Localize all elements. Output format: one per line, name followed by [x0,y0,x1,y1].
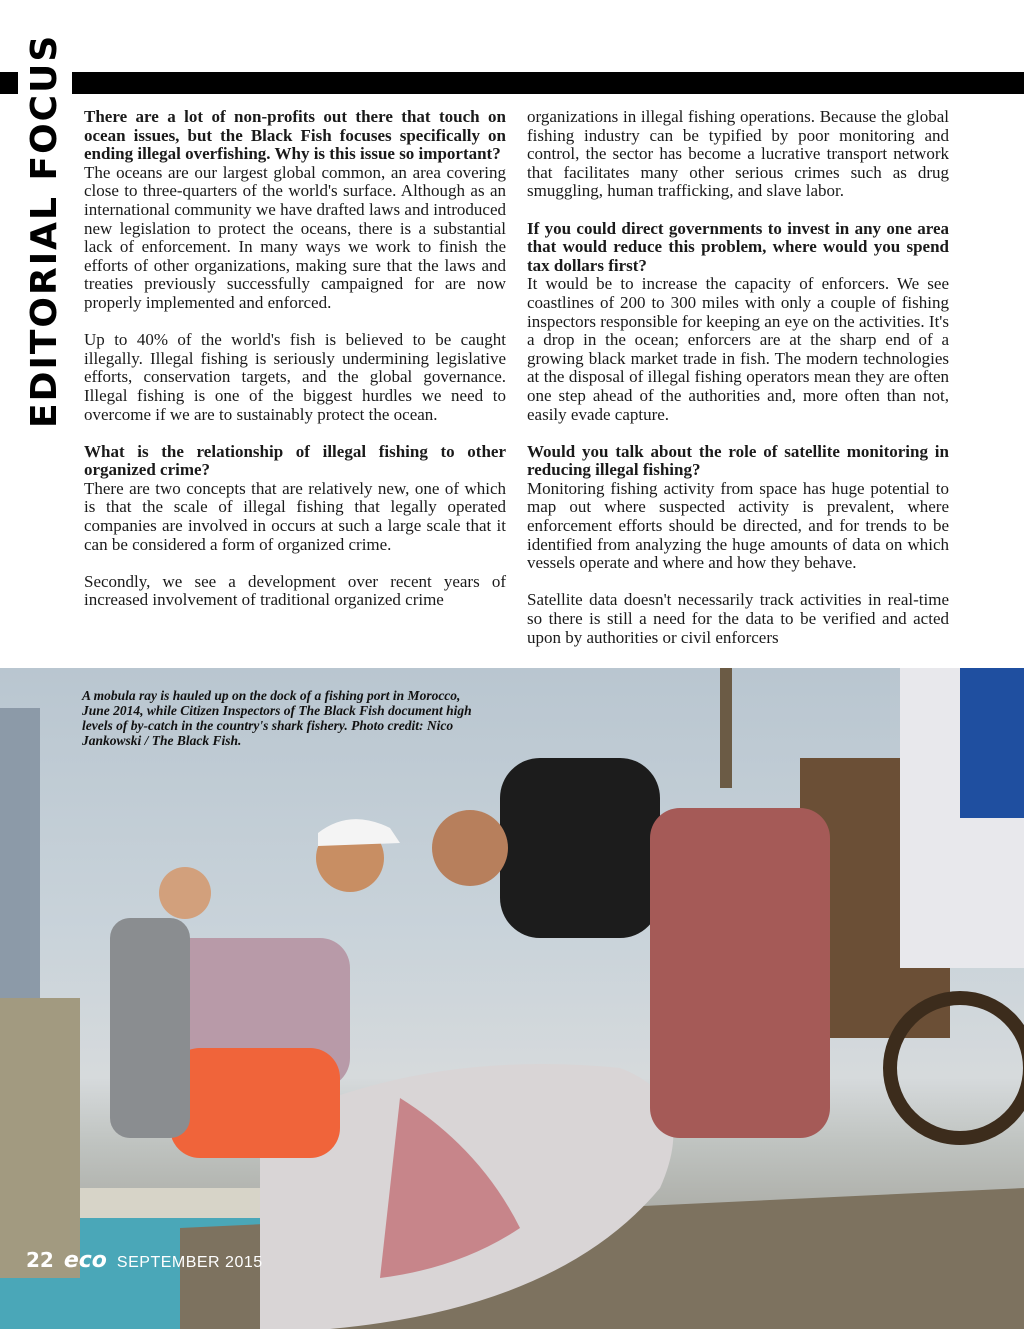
man-head [432,810,508,886]
answer: The oceans are our largest global common, an area covering close to three-quarters of the world's surface. Although as an international community we have drafted laws and introduced new legislation to protect the oceans, there is a substantial lack of enforcement. In many ways we work to finish the efforts of other organizations, making sure that the laws and treaties previously successfully campaigned for are now properly implemented and enforced. [84,162,506,312]
paragraph: Secondly, we see a development over recent years of increased involvement of traditional organized crime [84,571,506,610]
magazine-logo: eco [63,1248,107,1273]
question: There are a lot of non-profits out there that touch on ocean issues, but the Black Fish focuses specifically on ending illegal overfishing. Why is this issue so important? [84,107,506,164]
paragraph: Satellite data doesn't necessarily track activities in real-time so there is still a need for the data to be verified and acted upon by authorities or civil enforcers [527,590,949,647]
red-shorts [650,808,830,1138]
question: If you could direct governments to invest in any one area that would reduce this problem, where would you spend tax dollars first? [527,218,949,275]
left-column [84,108,506,610]
photo-illustration [0,668,1024,1329]
feature-photo [0,668,1024,1329]
camo-pants [0,998,80,1278]
black-shirt [500,758,660,938]
bystander-head [159,867,211,919]
photo-caption: A mobula ray is hauled up on the dock of a fishing port in Morocco, June 2014, while Citizen Inspectors of The Black Fish document high levels of by-catch in the country's shark fishery. Photo credit: Nico Jankowski / The Black Fish. [82,688,472,748]
answer: Monitoring fishing activity from space has huge potential to map out where suspected activity is prevalent, where enforcement efforts should be directed, and for trends to be identified from analyzing the huge amounts of data on which vessels operate and where and how they behave. [527,478,949,573]
page-footer [26,1248,263,1272]
question: What is the relationship of illegal fishing to other organized crime? [84,441,506,480]
orange-shorts [170,1048,340,1158]
header-bar [0,72,1024,94]
cart-wheel [890,998,1024,1138]
page-number: 22 [26,1248,54,1272]
issue-date: SEPTEMBER 2015 [116,1254,263,1271]
answer: There are two concepts that are relatively new, one of which is that the scale of illegal fishing that legally operated companies are involved in occurs at such a large scale that it can be considered a form of organized crime. [84,478,506,554]
right-column [527,108,949,647]
white-cap [318,819,400,846]
question: Would you talk about the role of satellite monitoring in reducing illegal fishing? [527,441,949,480]
paragraph: Up to 40% of the world's fish is believed to be caught illegally. Illegal fishing is seriously undermining legislative efforts, conservation targets, and the global governance. Illegal fishing is one of the biggest hurdles we need to overcome if we are to sustainably protect the ocean. [84,330,506,424]
section-label: EDITORIAL FOCUS [18,38,72,428]
paragraph: organizations in illegal fishing operations. Because the global fishing industry can be typified by poor monitoring and control, the sector has become a lucrative transport network that facilitates many other serious crimes such as drug smuggling, human trafficking, and slave labor. [527,107,949,201]
wooden-post [720,668,732,788]
bystander [110,918,190,1138]
blue-tarp [960,668,1024,818]
answer: It would be to increase the capacity of enforcers. We see coastlines of 200 to 300 miles with only a couple of fishing inspectors responsible for keeping an eye on the activities. It's a drop in the ocean; enforcers are at the sharp end of a growing black market trade in fish. The modern technologies at the disposal of illegal fishing operators mean they are often one step ahead of the authorities and, more often than not, easily evade capture. [527,274,949,424]
